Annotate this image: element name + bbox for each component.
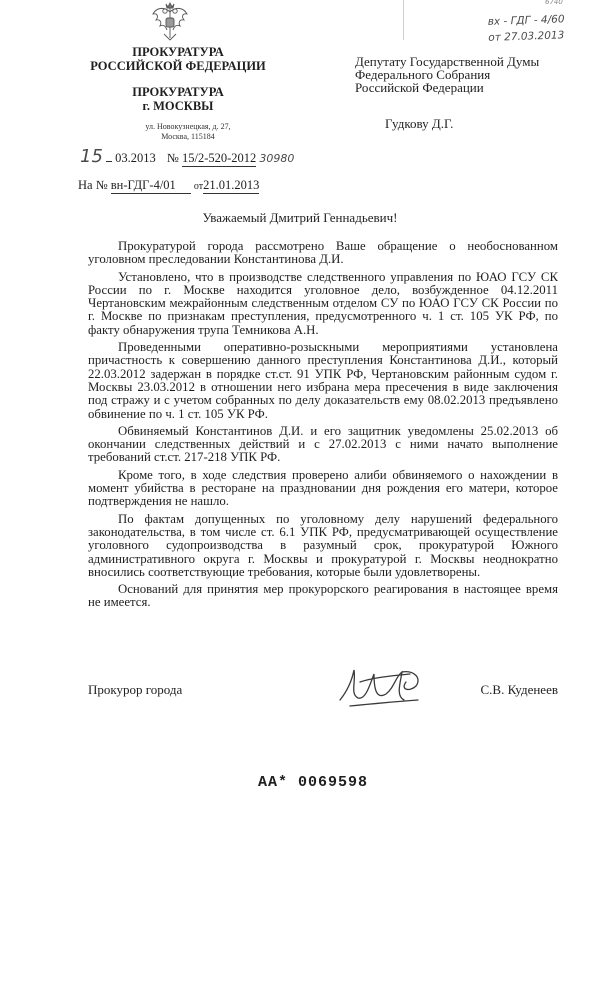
in-reply-reference — [78, 178, 259, 194]
recipient-block — [355, 55, 595, 94]
recipient-line-1: Депутату Государственной Думы — [355, 54, 540, 69]
recipient-line-3: Российской Федерации — [355, 80, 484, 95]
signatory-name: С.В. Куденеев — [480, 682, 558, 697]
handwritten-registration-note — [487, 10, 598, 46]
outgoing-reference — [80, 146, 294, 167]
org-line-4: г. МОСКВЫ — [142, 99, 214, 113]
signatory-position: Прокурор города — [88, 682, 183, 697]
letter-body — [88, 240, 558, 614]
address-line-1: ул. Новокузнецкая, д. 27, — [145, 122, 231, 131]
body-paragraph: Обвиняемый Константинов Д.И. и его защитник уведомлены 25.02.2013 об окончании следственных действий и с 27.02.2013 с ними начато выполнение требований ст.ст. 217-218 УПК РФ. — [88, 423, 558, 465]
coat-of-arms-emblem — [150, 2, 190, 44]
body-paragraph: Установлено, что в производстве следственного управления по ЮАО ГСУ СК России по г. Москве находится уголовное дело, возбужденное 04.12.2011 Чертановским межрайонным следственным отделом СУ по ЮАО ГСУ СК России по г. Москве по признакам преступления, предусмотренного ч. 1 ст. 105 УК РФ, по факту обнаружения трупа Темникова А.Н. — [88, 269, 558, 337]
recipient-name: Гудкову Д.Г. — [385, 116, 454, 131]
recipient-line-2: Федерального Собрания — [355, 67, 491, 82]
in-reply-number: вн-ГДГ-4/01 — [111, 178, 191, 194]
registration-number: вх - ГДГ - 4/60 — [487, 13, 565, 28]
greeting: Уважаемый Дмитрий Геннадьевич! — [202, 210, 398, 225]
org-line-2: РОССИЙСКОЙ ФЕДЕРАЦИИ — [90, 59, 266, 73]
fold-line — [403, 0, 404, 40]
body-paragraph: По фактам допущенных по уголовному делу нарушений федерального законодательства, в том числе ст. 6.1 УПК РФ, предусматривающей осуществление уголовного судопроизводства в разумный срок, прокуратурой Южного административного округа г. Москвы и прокуратурой г. Москвы неоднократно вносились соответствующие требования, которые были удовлетворены. — [88, 511, 558, 579]
body-paragraph: Оснований для принятия мер прокурорского реагирования в настоящее время не имеется. — [88, 582, 558, 610]
org-block-city — [88, 85, 268, 113]
handwritten-signature — [330, 660, 435, 718]
outgoing-date: 03.2013 — [115, 151, 156, 165]
body-paragraph: Кроме того, в ходе следствия проверено алиби обвиняемого о нахождении в момент убийства в ресторане на праздновании дня рождения его матери, которое подтверждения не нашло. — [88, 467, 558, 509]
body-paragraph: Прокуратурой города рассмотрено Ваше обращение о необоснованном уголовном преследовании Константинова Д.И. — [88, 239, 558, 267]
outgoing-number: 15/2-520-2012 — [181, 151, 257, 165]
body-paragraph: Проведенными оперативно-розыскными мероприятиями установлена причастность к совершению данного преступления Константинова Д.И., который 22.03.2012 задержан в порядке ст.ст. 91 УПК РФ, Чертановским районным судом г. Москвы 23.03.2012 в отношении него избрана мера пресечения в виде заключения под стражу и с учетом собранных по делу доказательств ему 08.02.2013 предъявлено обвинение по ч. 1 ст. 105 УК РФ. — [88, 340, 558, 421]
org-line-1: ПРОКУРАТУРА — [132, 45, 224, 59]
number-prefix: № — [166, 151, 179, 165]
org-address — [118, 122, 258, 142]
from-prefix: от — [193, 181, 204, 192]
registration-date: от 27.03.2013 — [488, 29, 565, 44]
in-reply-date: 21.01.2013 — [203, 178, 260, 192]
handwritten-tiny-mark: 6740 — [545, 0, 563, 6]
handwritten-number: 30980 — [259, 152, 295, 165]
form-serial-number: АА* 0069598 — [258, 774, 369, 791]
org-block-federal — [88, 45, 268, 73]
handwritten-day: 15 — [80, 146, 103, 167]
in-reply-prefix: На № — [78, 178, 108, 192]
org-line-3: ПРОКУРАТУРА — [132, 85, 224, 99]
address-line-2: Москва, 115184 — [161, 132, 215, 141]
